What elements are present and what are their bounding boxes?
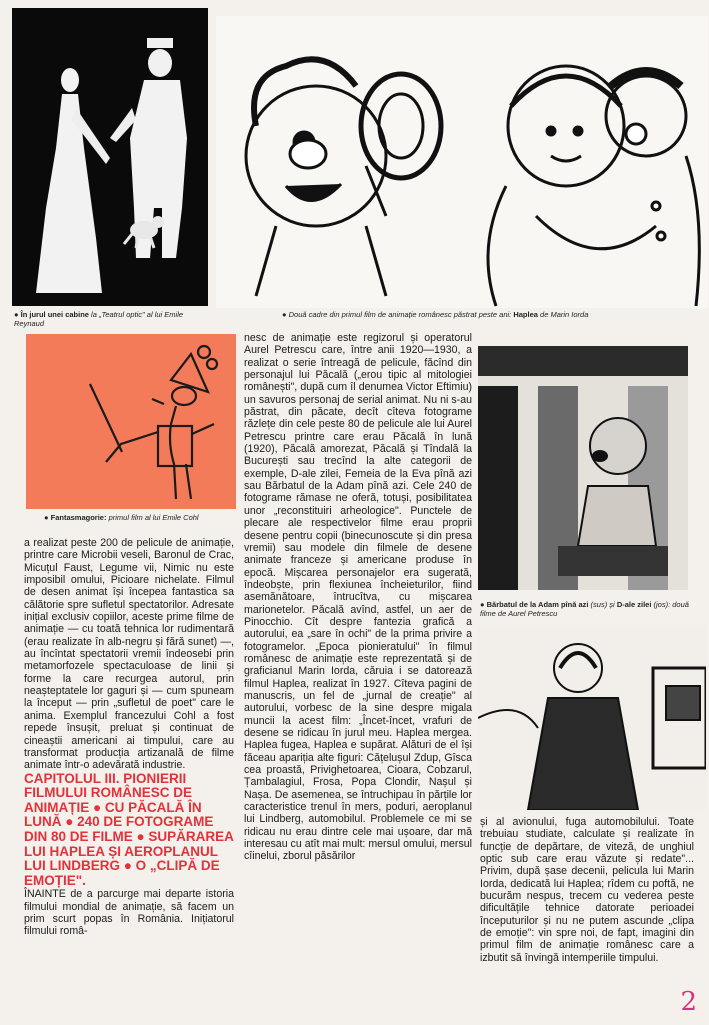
dale-zilei-illustration — [478, 628, 706, 810]
text-column-1 — [24, 537, 234, 1007]
chapter-heading: CAPITOLUL III. PIONIERII FILMULUI ROMÂNESC DE ANIMAȚIE ● CU PĂCALĂ ÎN LUNĂ ● 240 DE FOTOGRAME DIN 80 DE FILME ● SUPĂRAREA LUI HAPLEA ȘI AEROPLANUL LUI LINDBERG ● O „CLIPĂ DE EMOȚIE". — [24, 770, 234, 888]
photo-fantasmagorie — [26, 334, 236, 509]
photo-barbatul-adam — [478, 346, 688, 590]
page-number: 2 — [680, 987, 697, 1017]
col3-body: și al avionului, fuga automobilului. Toate trebuiau studiate, calculate și realizate în funcție de depărtare, de viteză, de unghiul optic sub care erau văzute și redate"... Privim, după șase decenii, pelicula lui Marin Iorda, dedicată lui Haplea; rîdem cu poftă, ne bucurăm nespus, trecem cu vederea peste dificultățile tehnice datorate perioadei începuturilor și nu ne putem ascunde „clipa de emoție": vin spre noi, de fapt, imagini din primul film de animație românesc care a izbutit să învingă intemperiile timpului. — [480, 816, 694, 964]
haplea-cartoon-illustration — [216, 16, 708, 308]
col2-body: nesc de animație este regizorul și operatorul Aurel Petrescu care, între anii 1920—1930, a realizat o serie întreagă de pelicule, făcînd din personajul lui Păcală („erou tipic al mitologiei românești", după cum îl denumea Victor Eftimiu) un savuros personaj de serial animat. Nu ni s-au păstrat, din păcate, decît cîteva fotograme răzlețe din cele peste 80 de pelicule ale lui Aurel Petrescu printre care erau Păcală în lună (1920), Păcală amorezat, Păcală și Tîndală la București sau trecînd la alte categorii de exemple, D-ale zilei, Femeia de la Eva pînă azi sau Bărbatul de la Adam pînă azi. Cele 240 de fotograme rămase ne oferă, totuși, posibilitatea unor „reconstituiri arheologice". Punctele de plecare ale respectivelor filme erau proprii desene pentru copii (binecunoscute și din presa vremii) sau modele din filmele de desene animate franceze și americane produse în epocă. Mișcarea personajelor era sugerată, îndeobște, prin flexiunea încheieturilor, fiind asemănătoare, întrucîtva, cu mișcarea marionetelor. Păcală avînd, astfel, un aer de Pinocchio. Cît despre fantezia grafică a autorului, ea „sare în ochi" de la prima privire a fotogramelor. „Epoca pionieratului" în filmul românesc de animație este reprezentată și de graficianul Marin Iorda, căruia i se datorează filmul Haplea, realizat în 1927. Cîteva pagini de manuscris, un fel de „jurnal de creație" al autorului, vorbesc de la sine despre migala muncii la acest film: „Încet-încet, vrafuri de desene se ridicau în jurul meu. Haplea mergea. Haplea fugea, Haplea e supărat. Alături de el își făceau apariția alte figuri: Cățelușul Zdup, Gîsca cea proastă, Privighetoarea, Cioara, Cobzarul, Țambalagiul, Frosa, Popa Clondir, Nașul și Nașa. De asemenea, se întruchipau în părțile lor caracteristice trenul în mers, poduri, aeroplanul lui Lindberg, automobilul. Problemele ce mi se ridicau nu erau dintre cele mai ușoare, dar mă interesau cu atît mai mult: mersul omului, mersul cîinelui, zborul păsărilor — [244, 332, 472, 863]
col1-intro: ÎNAINTE de a parcurge mai departe istoria filmului mondial de animație, să facem un prim scurt popas în România. Inițiatorul filmului româ- — [24, 888, 234, 938]
barbatul-adam-illustration — [478, 346, 688, 590]
text-column-3 — [480, 816, 694, 998]
caption-adam: ● Bărbatul de la Adam pînă azi (sus) și D-ale zilei (jos): două filme de Aurel Petrescu — [480, 600, 689, 618]
caption-haplea: ● Două cadre din primul film de animație românesc păstrat peste ani: Haplea de Marin Iorda — [282, 310, 589, 319]
photo-haplea-frames — [216, 16, 708, 308]
caption-fantasmagorie: ● Fantasmagorie: primul film al lui Emile Cohl — [44, 513, 199, 522]
caption-theatre: ● În jurul unei cabine la „Teatrul optic" al lui Emile Reynaud — [14, 310, 184, 328]
fantasmagorie-stick-figure — [26, 334, 236, 509]
photo-theatre-optic — [12, 8, 208, 306]
photo-dale-zilei — [478, 628, 706, 810]
col1-body: a realizat peste 200 de pelicule de animație, printre care Microbii veseli, Baronul de Crac, Micuțul Faust, Legume vii, Nimic nu este imposibil omului, Picioare nichelate. Filmul de desen animat își începea fantastica sa călătorie spre sufletul spectatorilor. Adresate inițial exclusiv copiilor, aceste prime filme de animație — cu toată tehnica lor rudimentară (erau realizate în alb-negru și fără sunet) —, au încîntat spectatorii vremii îndeosebi prin metamorfozele spectaculoase de linii și forme la care recurgea autorul, prin neașteptatele lor gaguri și — cum spuneam la început — prin „sufletul de poet" care le anima. Exemplul francezului Cohl a fost repede însușit, preluat și continuat de cineaștii americani ai timpului, care au transformat producția artizanală de filme animate într-o adevărată industrie. — [24, 537, 234, 772]
text-column-2 — [244, 332, 472, 1010]
theatre-silhouette-illustration — [12, 8, 208, 306]
